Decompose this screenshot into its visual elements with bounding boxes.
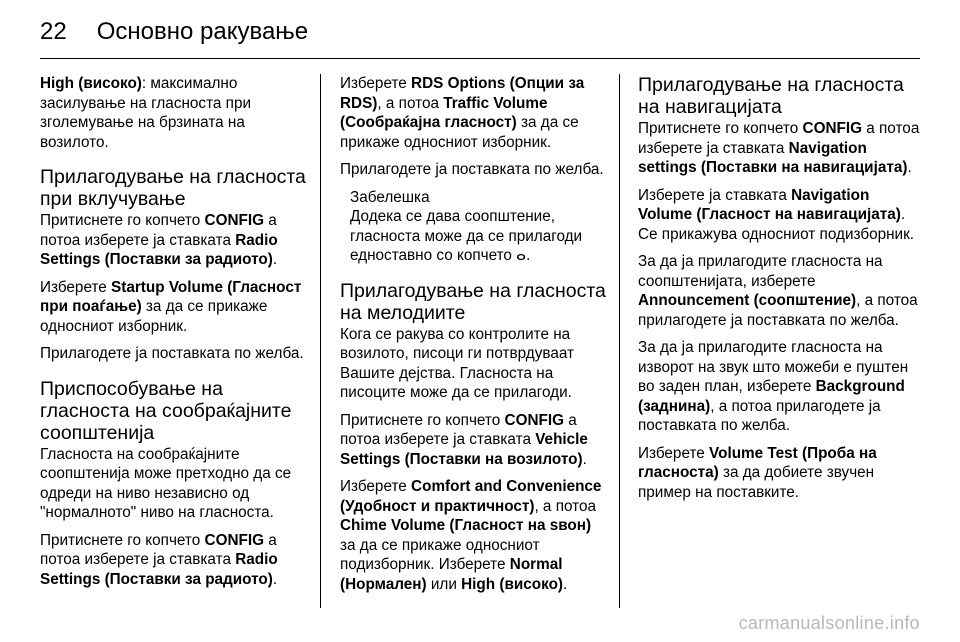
paragraph: За да ја прилагодите гласноста на изворот на звук што можеби е пуштен во заден план, изберете Background (заднина), а потоа прилагодете ја поставката по желба.	[638, 339, 909, 434]
section-heading: Прилагодување на гласноста при вклучување	[40, 166, 306, 210]
page-title: Основно ракување	[96, 18, 309, 45]
note-title: Забелешка	[350, 188, 430, 206]
paragraph: Притиснете го копчето CONFIG а потоа изберете ја ставката Vehicle Settings (Поставки на возилото).	[340, 411, 588, 468]
page-header	[40, 18, 308, 48]
section-heading: Прилагодување на гласноста на мелодиите	[340, 279, 606, 324]
paragraph: Изберете RDS Options (Опции за RDS), а потоа Traffic Volume (Сообраќајна гласност) за да се прикаже односниот изборник.	[340, 75, 585, 151]
section-heading: Приспособување на гласноста на сообраќајните соопштенија	[40, 377, 292, 444]
paragraph: Изберете Startup Volume (Гласност при пoaѓање) за да се прикаже односниот изборник.	[40, 278, 302, 335]
page-number: 22	[40, 18, 67, 45]
column-divider	[320, 74, 321, 608]
power-knob-icon: ⴰ	[516, 247, 527, 264]
watermark: carmanualsonline.info	[738, 613, 920, 633]
column-divider	[619, 74, 620, 608]
column-3	[638, 74, 920, 510]
paragraph: High (високо): максимално засилување на гласноста при зголемување на брзината на возилото.	[40, 75, 251, 151]
paragraph: Кога се ракува со контролите на возилото, писоци ги потврдуваат Вашите дејства. Гласноста на писоците може да се прилагоди.	[340, 325, 575, 401]
column-1	[40, 74, 312, 597]
paragraph: Изберете Comfort and Convenience (Удобност и практичност), а потоа Chime Volume (Гласност на ѕвон) за да се прикаже односниот подизборник. Изберете Normal (Нормален) или High (високо).	[340, 478, 602, 593]
column-2	[340, 74, 610, 602]
paragraph: Прилагодете ја поставката по желба.	[40, 345, 304, 362]
paragraph: За да ја прилагодите гласноста на соопштенијата, изберете Announcement (соопштение), а потоа прилагодете ја поставката по желба.	[638, 253, 918, 329]
paragraph: Притиснете го копчето CONFIG а потоа изберете ја ставката Navigation settings (Поставки на навигацијата).	[638, 120, 920, 176]
note-box: Забелешка Додека се дава соопштение, гласноста може да се прилагоди едноставно со копчето ⴰ.	[350, 188, 610, 266]
paragraph: Притиснете го копчето CONFIG а потоа изберете ја ставката Radio Settings (Поставки за радиото).	[40, 531, 278, 588]
paragraph: Прилагодете ја поставката по желба.	[340, 161, 604, 178]
header-rule	[40, 58, 920, 59]
paragraph: Изберете Volume Test (Проба на гласноста) за да добиете звучен пример на поставките.	[638, 444, 877, 501]
section-heading: Прилагодување на гласноста на навигацијата	[638, 74, 904, 118]
paragraph: Гласноста на сообраќајните соопштенија може претходно да се одреди на ниво независно од "нормалното" ниво на гласноста.	[40, 445, 292, 521]
paragraph: Притиснете го копчето CONFIG а потоа изберете ја ставката Radio Settings (Поставки за радиото).	[40, 212, 278, 268]
paragraph: Изберете ја ставката Navigation Volume (Гласност на навигацијата). Се прикажува односниот подизборник.	[638, 186, 915, 243]
